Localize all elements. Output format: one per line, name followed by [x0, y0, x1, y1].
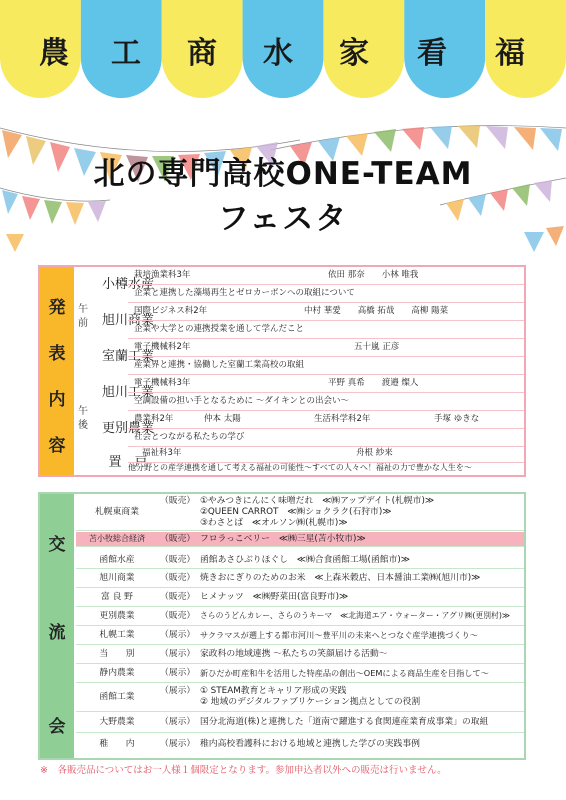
- exchange-type: （展示）: [160, 717, 196, 727]
- presenter-dept: 農業科2年: [134, 414, 174, 424]
- main-title-line2: フェスタ: [217, 201, 349, 237]
- exchange-item: ②QUEEN CARROT ≪㈱ショクラク(石狩市)≫: [200, 507, 392, 517]
- presenter-names: 手塚 ゆきな: [434, 414, 480, 424]
- presenter-row: [128, 267, 524, 285]
- banner-char: 福: [495, 36, 525, 71]
- exchange-item: 家政科の地域連携 ～私たちの笑顔届ける活動～: [200, 649, 388, 659]
- exchange-type: （販売）: [160, 534, 196, 544]
- exchange-row: [76, 588, 524, 607]
- presenter-names: 仲本 太陽: [204, 414, 241, 424]
- exchange-label: [40, 494, 74, 758]
- presenter-names: 依田 那奈 小林 唯我: [328, 270, 419, 280]
- presenter-school: 置 戸: [108, 455, 148, 470]
- exchange-school: 大野農業: [99, 717, 135, 727]
- exchange-type: （展示）: [160, 630, 196, 640]
- exchange-section: [38, 492, 526, 760]
- banner-char: 看: [417, 36, 447, 71]
- presenter-dept: 生活科学科2年: [314, 414, 371, 424]
- exchange-row: [76, 683, 524, 712]
- exchange-type: （展示）: [160, 686, 196, 696]
- exchange-item: 国分北海道(株)と連携した「道南で躍進する食関連産業育成事業」の取組: [200, 717, 489, 727]
- label-char: 表: [48, 344, 66, 364]
- theme-row: [128, 459, 524, 476]
- label-char: 発: [48, 298, 66, 318]
- exchange-item: ③わさとば ≪オルソン㈱(札幌市)≫: [200, 518, 348, 528]
- presenter-names: 五十嵐 正彦: [354, 342, 400, 352]
- banner-char: 工: [111, 36, 141, 71]
- presenter-row: [128, 375, 524, 393]
- exchange-school: 札幌東商業: [95, 507, 139, 517]
- exchange-school: 函館水産: [99, 555, 135, 565]
- banner-char: 農: [39, 36, 69, 71]
- exchange-item: さらのうどんカレー、さらのうキーマ ≪北海道エア・ウォーター・アグリ㈱(更別村)≫: [200, 611, 511, 620]
- exchange-row: [76, 607, 524, 626]
- exchange-item: ① STEAM教育とキャリア形成の実践: [200, 686, 347, 696]
- presenter-row: [128, 339, 524, 357]
- theme-row: [128, 357, 524, 375]
- presenter-school: 小樽水産: [101, 277, 154, 292]
- exchange-school: 旭川商業: [99, 573, 135, 583]
- banner-char: 商: [187, 36, 217, 71]
- exchange-item: ② 地域のデジタルファブリケーション拠点としての役割: [200, 697, 421, 707]
- exchange-row: [76, 532, 524, 547]
- theme-row: [128, 285, 524, 303]
- label-char: 交: [48, 535, 66, 555]
- presentation-theme: 社会とつながる私たちの学び: [134, 432, 245, 442]
- exchange-school: 富 良 野: [101, 592, 133, 602]
- exchange-type: （展示）: [160, 739, 196, 749]
- theme-row: [128, 393, 524, 411]
- exchange-school: 函館工業: [99, 692, 135, 702]
- presenter-names: 中村 華愛 高橋 拓哉 高柳 陽菜: [304, 306, 449, 316]
- presenter-dept: 国際ビジネス科2年: [134, 306, 208, 316]
- presenter-dept: 福祉科3年: [142, 448, 182, 458]
- presenter-school: 旭川商業: [101, 313, 154, 328]
- exchange-item: ①やみつきにんにく味噌だれ ≪㈱アップデイト(札幌市)≫: [200, 496, 435, 506]
- exchange-row: [76, 645, 524, 664]
- exchange-type: （展示）: [160, 649, 196, 659]
- presenter-row: [128, 303, 524, 321]
- exchange-type: （販売）: [160, 592, 196, 602]
- presentation-label: [40, 267, 74, 475]
- exchange-type: （展示）: [160, 668, 196, 678]
- exchange-row: [76, 551, 524, 569]
- exchange-item: サクラマスが遡上する都市河川～豊平川の未来へとつなぐ産学連携づくり～: [200, 630, 478, 640]
- exchange-row: [76, 494, 524, 531]
- label-char: 会: [48, 717, 66, 737]
- exchange-item: 稚内高校看護科における地域と連携した学びの実践事例: [200, 739, 420, 749]
- presenter-dept: 電子機械科3年: [134, 378, 191, 388]
- exchange-type: （販売）: [160, 555, 196, 565]
- presenter-names: 舟根 紗来: [356, 448, 393, 458]
- presentation-theme: 空調設備の担い手となるために ～ダイキンとの出会い～: [134, 396, 349, 406]
- exchange-type: （販売）: [160, 611, 196, 621]
- exchange-item: フロラっこベリー ≪㈱三星(苫小牧市)≫: [200, 534, 366, 544]
- theme-row: [128, 321, 524, 339]
- banner-char: 家: [339, 36, 369, 71]
- exchange-school: 札幌工業: [99, 630, 135, 640]
- exchange-school: 当 別: [99, 649, 135, 659]
- footnote: ※ 各販売品についてはお一人様１個限定となります。参加申込者以外への販売は行いません。: [40, 765, 447, 776]
- presenter-dept: 電子機械科2年: [134, 342, 191, 352]
- label-char: 流: [48, 623, 66, 643]
- presenter-school: 室蘭工業: [101, 349, 154, 364]
- label-char: 内: [48, 390, 66, 410]
- banner-char: 水: [263, 36, 293, 71]
- exchange-school: 苫小牧総合経済: [89, 534, 145, 543]
- exchange-row: [76, 569, 524, 588]
- exchange-school: 稚 内: [99, 739, 135, 749]
- presentation-theme: 企業や大学との連携授業を通して学んだこと: [134, 324, 305, 334]
- presentation-theme: 産業界と連携・協働した室蘭工業高校の取組: [134, 360, 305, 370]
- exchange-row: [76, 626, 524, 645]
- presenter-dept: 栽培漁業科3年: [134, 270, 191, 280]
- presentation-section: [38, 265, 526, 477]
- main-title-line1: 北の専門高校ONE-TEAM: [93, 156, 473, 192]
- exchange-school: 更別農業: [99, 611, 135, 621]
- exchange-row: [76, 712, 524, 733]
- morning-char: 午: [78, 304, 88, 315]
- exchange-item: 新ひだか町産和牛を活用した特産品の創出～OEMによる商品生産を目指して～: [200, 668, 489, 678]
- exchange-item: ヒメナッツ ≪㈱野菜田(富良野市)≫: [200, 592, 349, 602]
- afternoon-char: 午: [78, 406, 88, 417]
- exchange-row: [76, 664, 524, 683]
- presentation-theme: 他分野との産学連携を通して考える福祉の可能性～すべての人々へ！福祉の力で豊かな人生を～: [128, 463, 472, 472]
- label-char: 容: [48, 436, 66, 456]
- afternoon-char: 後: [78, 420, 88, 431]
- exchange-type: （販売）: [160, 496, 196, 506]
- presenter-row: [128, 411, 524, 429]
- exchange-school: 静内農業: [99, 668, 135, 678]
- exchange-type: （販売）: [160, 573, 196, 583]
- exchange-item: 焼きおにぎりのためのお米 ≪上森米穀店、日本醤油工業㈱(旭川市)≫: [200, 573, 481, 583]
- presentation-theme: 企業と連携した藻場再生とゼロカーボンへの取組について: [134, 288, 355, 298]
- presenter-names: 平野 真希 渡邉 燦人: [328, 378, 419, 388]
- exchange-row: [76, 733, 524, 755]
- presenter-school: 旭川工業: [101, 385, 154, 400]
- exchange-item: 函館あさひぶりほぐし ≪㈱合食函館工場(函館市)≫: [200, 555, 411, 565]
- presenter-school: 更別農業: [101, 421, 154, 436]
- morning-char: 前: [78, 318, 88, 329]
